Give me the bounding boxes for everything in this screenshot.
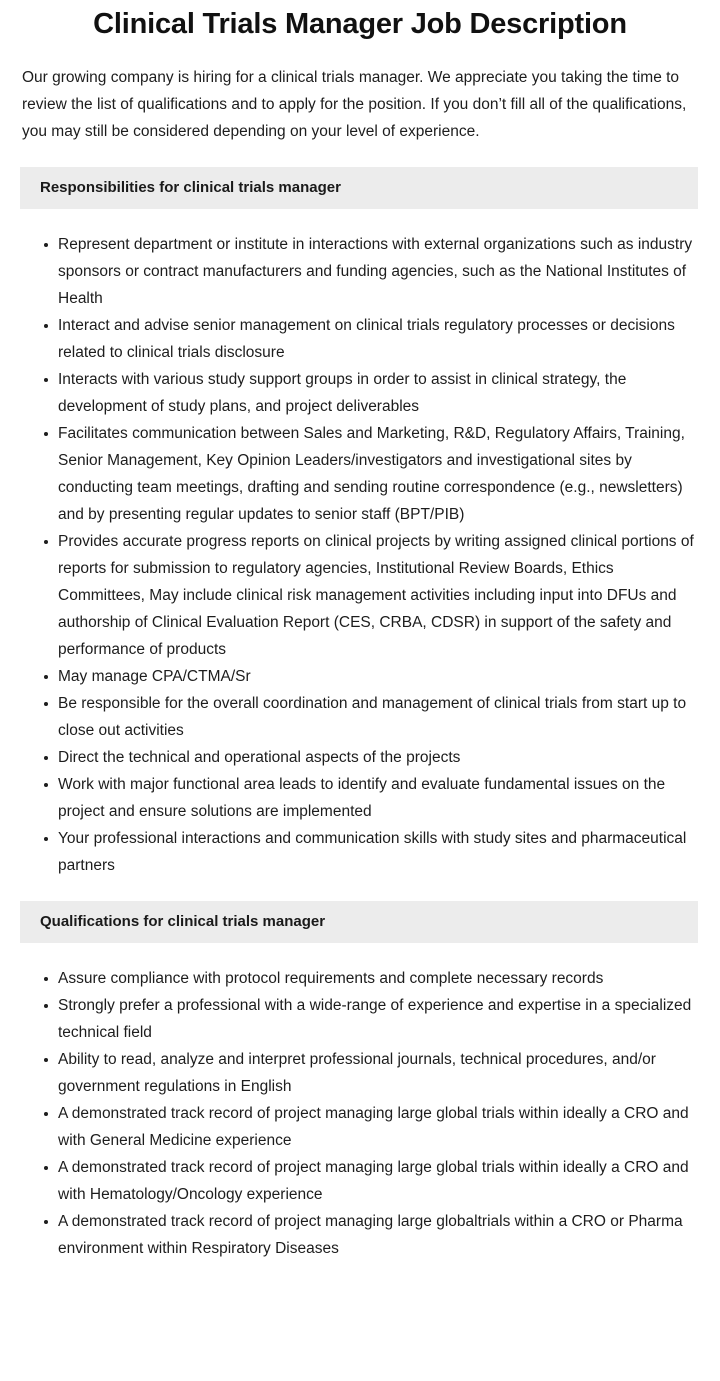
qualifications-list	[0, 943, 720, 1262]
list-item: Facilitates communication between Sales and Marketing, R&D, Regulatory Affairs, Training, Senior Management, Key Opinion Leaders/investigators and investigational sites by conducting team meetings, drafting and sending routine correspondence (e.g., newsletters) and by presenting regular updates to senior staff (BPT/PIB)	[22, 420, 696, 528]
list-item: May manage CPA/CTMA/Sr	[22, 663, 696, 690]
list-item: A demonstrated track record of project managing large global trials within ideally a CRO and with Hematology/Oncology experience	[22, 1154, 696, 1208]
list-item: Ability to read, analyze and interpret professional journals, technical procedures, and/or government regulations in English	[22, 1046, 696, 1100]
list-item: Interact and advise senior management on clinical trials regulatory processes or decisions related to clinical trials disclosure	[22, 312, 696, 366]
intro-paragraph: Our growing company is hiring for a clinical trials manager. We appreciate you taking the time to review the list of qualifications and to apply for the position. If you don’t fill all of the qualifications, you may still be considered depending on your level of experience.	[22, 69, 687, 141]
section-responsibilities	[0, 167, 720, 879]
list-item: Direct the technical and operational aspects of the projects	[22, 744, 696, 771]
section-heading-qualifications: Qualifications for clinical trials manager	[20, 901, 698, 943]
list-item: Strongly prefer a professional with a wide-range of experience and expertise in a specialized technical field	[22, 992, 696, 1046]
list-item: Provides accurate progress reports on clinical projects by writing assigned clinical portions of reports for submission to regulatory agencies, Institutional Review Boards, Ethics Committees, May include clinical risk management activities including input into DFUs and authorship of Clinical Evaluation Report (CES, CRBA, CDSR) in support of the safety and performance of products	[22, 528, 696, 663]
list-item: Your professional interactions and communication skills with study sites and pharmaceutical partners	[22, 825, 696, 879]
page-title: Clinical Trials Manager Job Description	[93, 8, 627, 40]
responsibilities-list	[0, 209, 720, 879]
list-item: A demonstrated track record of project managing large global trials within ideally a CRO and with General Medicine experience	[22, 1100, 696, 1154]
list-item: Assure compliance with protocol requirements and complete necessary records	[22, 965, 696, 992]
list-item: Represent department or institute in interactions with external organizations such as industry sponsors or contract manufacturers and funding agencies, such as the National Institutes of Health	[22, 231, 696, 312]
section-qualifications	[0, 901, 720, 1262]
list-item: A demonstrated track record of project managing large globaltrials within a CRO or Pharma environment within Respiratory Diseases	[22, 1208, 696, 1262]
section-heading-responsibilities: Responsibilities for clinical trials manager	[20, 167, 698, 209]
list-item: Be responsible for the overall coordination and management of clinical trials from start up to close out activities	[22, 690, 696, 744]
list-item: Work with major functional area leads to identify and evaluate fundamental issues on the project and ensure solutions are implemented	[22, 771, 696, 825]
bottom-spacer	[0, 1262, 720, 1296]
list-item: Interacts with various study support groups in order to assist in clinical strategy, the development of study plans, and project deliverables	[22, 366, 696, 420]
